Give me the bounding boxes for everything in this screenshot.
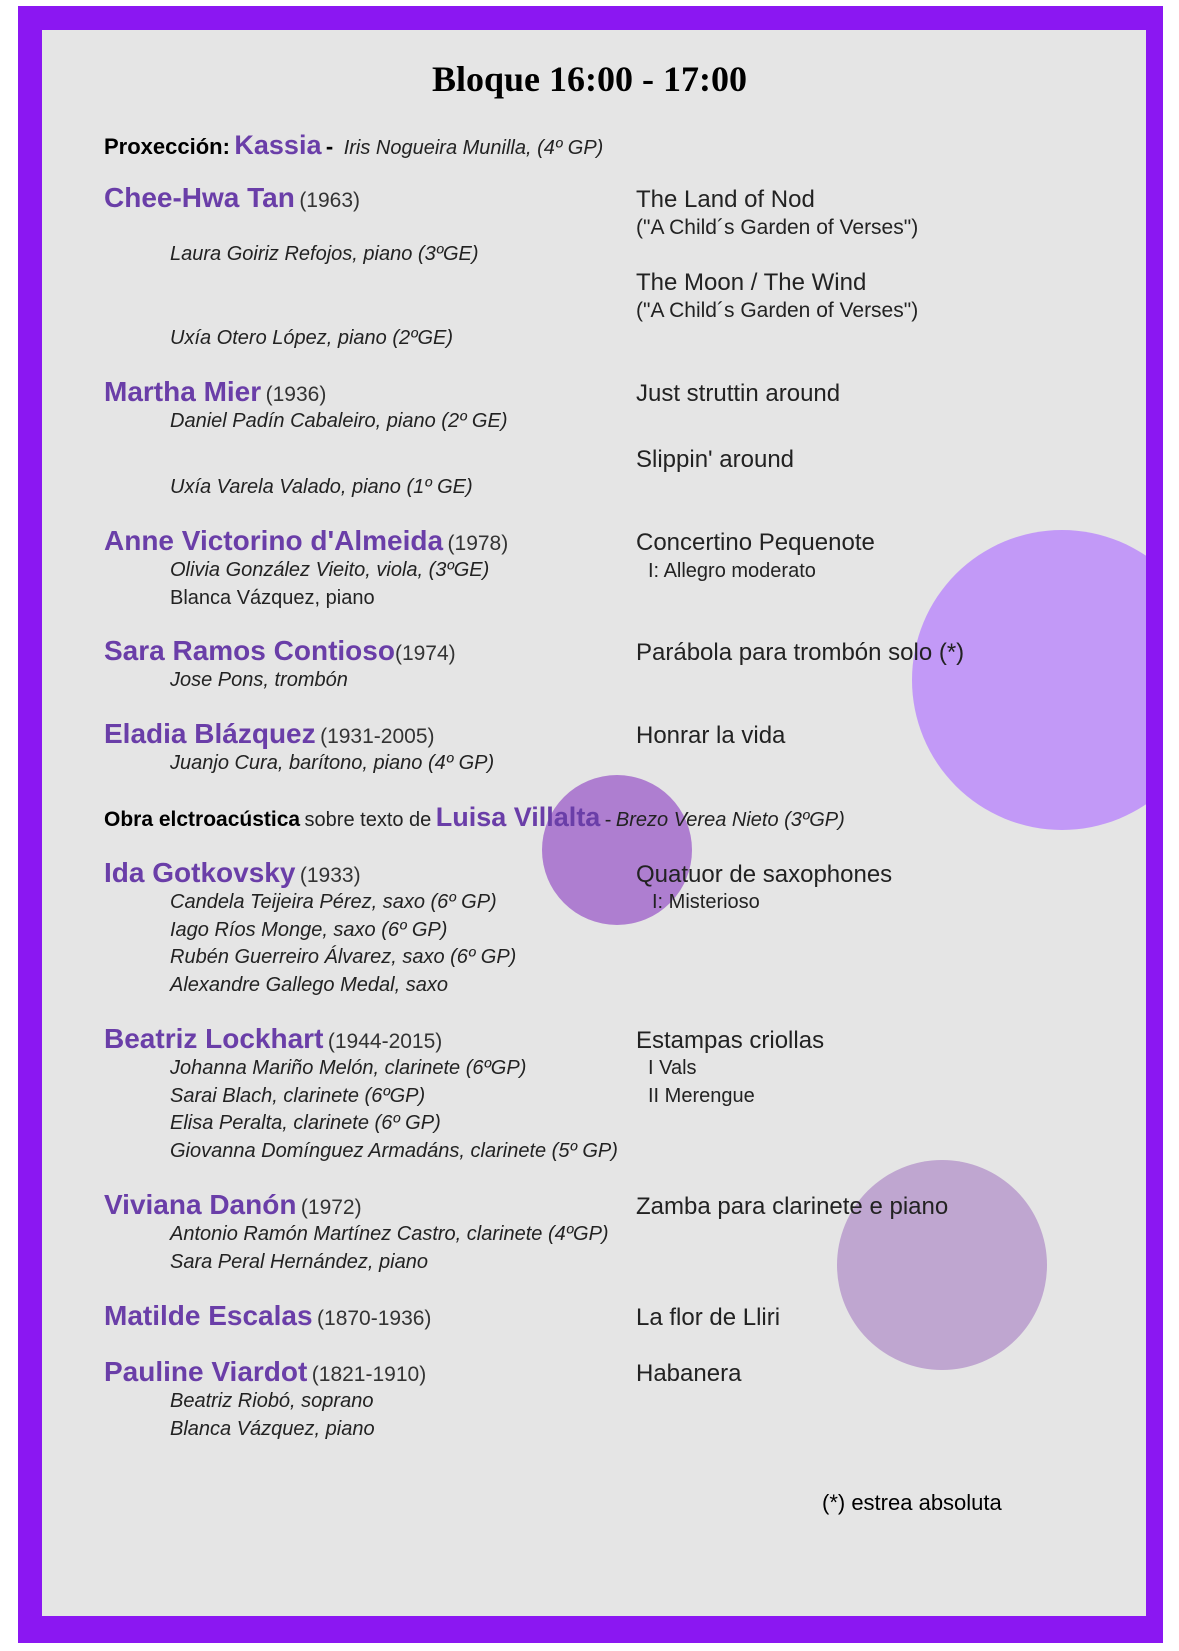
work-title: Just struttin around (636, 380, 841, 407)
performer: Candela Teijeira Pérez, saxo (6º GP) (170, 891, 497, 913)
performer: Antonio Ramón Martínez Castro, clarinete (4ºGP) (170, 1223, 609, 1245)
performer: Olivia González Vieito, viola, (3ºGE) (170, 559, 490, 581)
work-title: Concertino Pequenote (636, 529, 875, 556)
page-title: Bloque 16:00 - 17:00 (432, 59, 747, 99)
composer-heading: Pauline Viardot (1821-1910) (104, 1356, 427, 1387)
work-title: Habanera (636, 1360, 742, 1387)
composer-heading: Anne Victorino d'Almeida (1978) (104, 525, 509, 556)
work-title: Slippin' around (636, 446, 795, 473)
composer-heading: Sara Ramos Contioso(1974) (104, 635, 456, 666)
work-title: Zamba para clarinete e piano (636, 1193, 949, 1220)
performer: Laura Goiriz Refojos, piano (3ºGE) (170, 243, 479, 265)
electro-line: Obra elctroacústica sobre texto de Luisa Villalta - Brezo Verea Nieto (3ºGP) (104, 802, 845, 832)
work-title: La flor de Lliri (636, 1304, 781, 1331)
work-movement: I: Allegro moderato (648, 560, 816, 582)
composer-heading: Chee-Hwa Tan (1963) (104, 182, 361, 213)
work-movement: II Merengue (648, 1085, 755, 1107)
composer-heading: Beatriz Lockhart (1944-2015) (104, 1023, 443, 1054)
composer-heading: Matilde Escalas (1870-1936) (104, 1300, 432, 1331)
composer-heading: Ida Gotkovsky (1933) (104, 857, 361, 888)
work-title: Honrar la vida (636, 722, 786, 749)
footnote: (*) estrea absoluta (822, 1490, 1002, 1515)
work-movement: I: Misterioso (652, 891, 760, 913)
performer: Elisa Peralta, clarinete (6º GP) (170, 1112, 441, 1134)
composer-heading: Martha Mier (1936) (104, 376, 327, 407)
performer: Sara Peral Hernández, piano (170, 1251, 428, 1273)
work-title: The Land of Nod (636, 186, 815, 213)
decorative-circle-medium (837, 1160, 1047, 1370)
performer: Juanjo Cura, barítono, piano (4º GP) (170, 752, 495, 774)
performer: Beatriz Riobó, soprano (170, 1390, 374, 1412)
work-title: Quatuor de saxophones (636, 861, 893, 888)
decorative-circle-large (912, 530, 1146, 830)
performer: Blanca Vázquez, piano (170, 1418, 375, 1440)
work-subtitle: ("A Child´s Garden of Verses") (636, 299, 919, 322)
work-title: The Moon / The Wind (636, 269, 867, 296)
performer: Alexandre Gallego Medal, saxo (170, 974, 448, 996)
performer: Johanna Mariño Melón, clarinete (6ºGP) (170, 1057, 527, 1079)
performer: Uxía Otero López, piano (2ºGE) (170, 327, 453, 349)
performer: Iago Ríos Monge, saxo (6º GP) (170, 919, 448, 941)
performer: Rubén Guerreiro Álvarez, saxo (6º GP) (170, 946, 517, 968)
performer: Sarai Blach, clarinete (6ºGP) (170, 1085, 426, 1107)
projection-line: Proxección: Kassia - Iris Nogueira Munilla, (4º GP) (104, 130, 604, 160)
work-title: Estampas criollas (636, 1027, 825, 1054)
composer-heading: Eladia Blázquez (1931-2005) (104, 718, 435, 749)
performer: Blanca Vázquez, piano (170, 587, 375, 609)
composer-heading: Viviana Danón (1972) (104, 1189, 362, 1220)
work-movement: I Vals (648, 1057, 697, 1079)
work-subtitle: ("A Child´s Garden of Verses") (636, 216, 919, 239)
performer: Daniel Padín Cabaleiro, piano (2º GE) (170, 410, 508, 432)
performer: Jose Pons, trombón (170, 669, 348, 691)
performer: Uxía Varela Valado, piano (1º GE) (170, 476, 473, 498)
performer: Giovanna Domínguez Armadáns, clarinete (5º GP) (170, 1140, 618, 1162)
work-title: Parábola para trombón solo (*) (636, 639, 965, 666)
